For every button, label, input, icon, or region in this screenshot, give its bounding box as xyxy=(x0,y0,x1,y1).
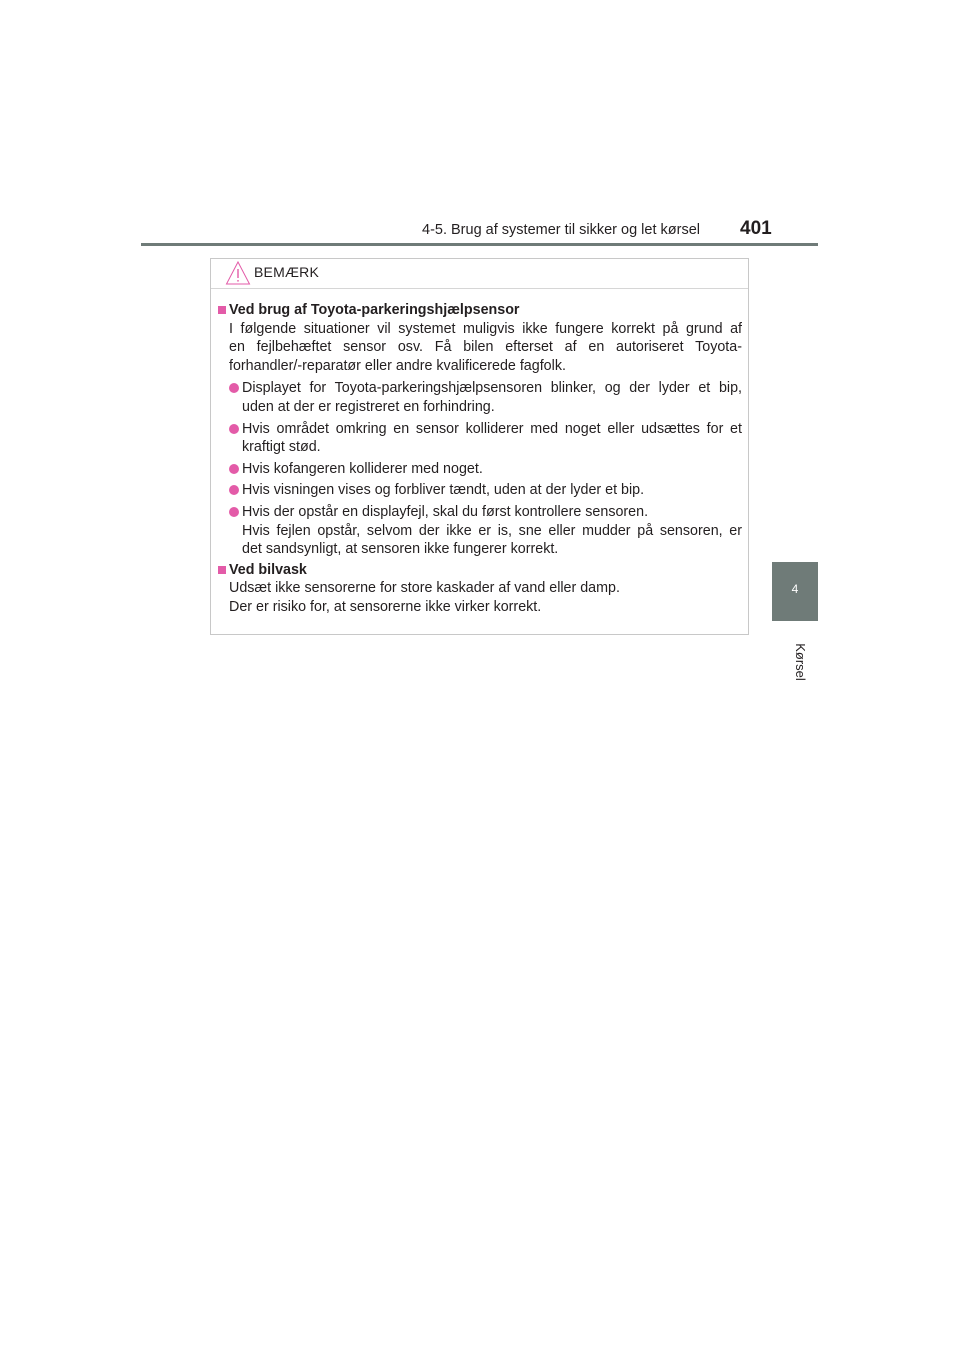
list-item-line: uden at der er registreret en forhindring. xyxy=(242,398,495,415)
section-line: Udsæt ikke sensorerne for store kaskader af vand eller damp. xyxy=(229,580,620,597)
list-item xyxy=(218,379,742,416)
list-item-line: det sandsynligt, at sensoren ikke fungerer korrekt. xyxy=(242,541,559,558)
notice-title: BEMÆRK xyxy=(254,264,319,280)
list-item-line: Hvis fejlen opstår, selvom der ikke er is, sne eller mudder på sensoren, er xyxy=(242,522,742,539)
notice-header xyxy=(211,259,748,289)
section-intro xyxy=(218,320,742,376)
header-rule xyxy=(141,243,818,246)
list-item-line: Hvis kofangeren kolliderer med noget. xyxy=(242,460,483,477)
intro-line: I følgende situationer vil systemet muligvis ikke fungere korrekt på grund af xyxy=(229,320,742,337)
chapter-tab-number: 4 xyxy=(791,582,799,596)
list-item xyxy=(218,503,742,559)
list-item-line: Displayet for Toyota-parkeringshjælpsensoren blinker, og der lyder et bip, xyxy=(242,380,742,397)
page-number: 401 xyxy=(740,218,772,239)
round-bullet-icon xyxy=(229,464,239,474)
section-text xyxy=(218,579,742,616)
square-bullet-icon xyxy=(218,306,226,314)
list-item xyxy=(218,481,742,500)
section-heading-car-wash xyxy=(218,561,742,580)
section-line: Der er risiko for, at sensorerne ikke virker korrekt. xyxy=(229,598,542,615)
list-item-line: Hvis der opstår en displayfejl, skal du først kontrollere sensoren. xyxy=(242,503,649,520)
list-item-line: Hvis visningen vises og forbliver tændt, uden at der lyder et bip. xyxy=(242,482,645,499)
round-bullet-icon xyxy=(229,507,239,517)
round-bullet-icon xyxy=(229,424,239,434)
notice-body xyxy=(211,289,748,617)
chapter-heading: 4-5. Brug af systemer til sikker og let kørsel xyxy=(422,222,700,238)
section-heading-text: Ved bilvask xyxy=(229,561,307,578)
list-item xyxy=(218,420,742,457)
chapter-tab-label: Kørsel xyxy=(793,643,808,681)
round-bullet-icon xyxy=(229,383,239,393)
round-bullet-icon xyxy=(229,485,239,495)
chapter-tab xyxy=(772,562,818,621)
intro-line: en fejlbehæftet sensor osv. Få bilen efterset af en autoriseret Toyota- xyxy=(229,339,742,356)
notice-box xyxy=(210,258,749,635)
section-heading-text: Ved brug af Toyota-parkeringshjælpsensor xyxy=(229,302,520,318)
warning-triangle-icon xyxy=(225,260,251,286)
section-heading-parking-sensor xyxy=(218,301,742,320)
square-bullet-icon xyxy=(218,566,226,574)
list-item-line: kraftigt stød. xyxy=(242,439,321,456)
list-item xyxy=(218,460,742,479)
list-item-line: Hvis området omkring en sensor kolliderer med noget eller udsættes for et xyxy=(242,420,742,437)
intro-line: forhandler/-reparatør eller andre kvalificerede fagfolk. xyxy=(229,357,566,374)
